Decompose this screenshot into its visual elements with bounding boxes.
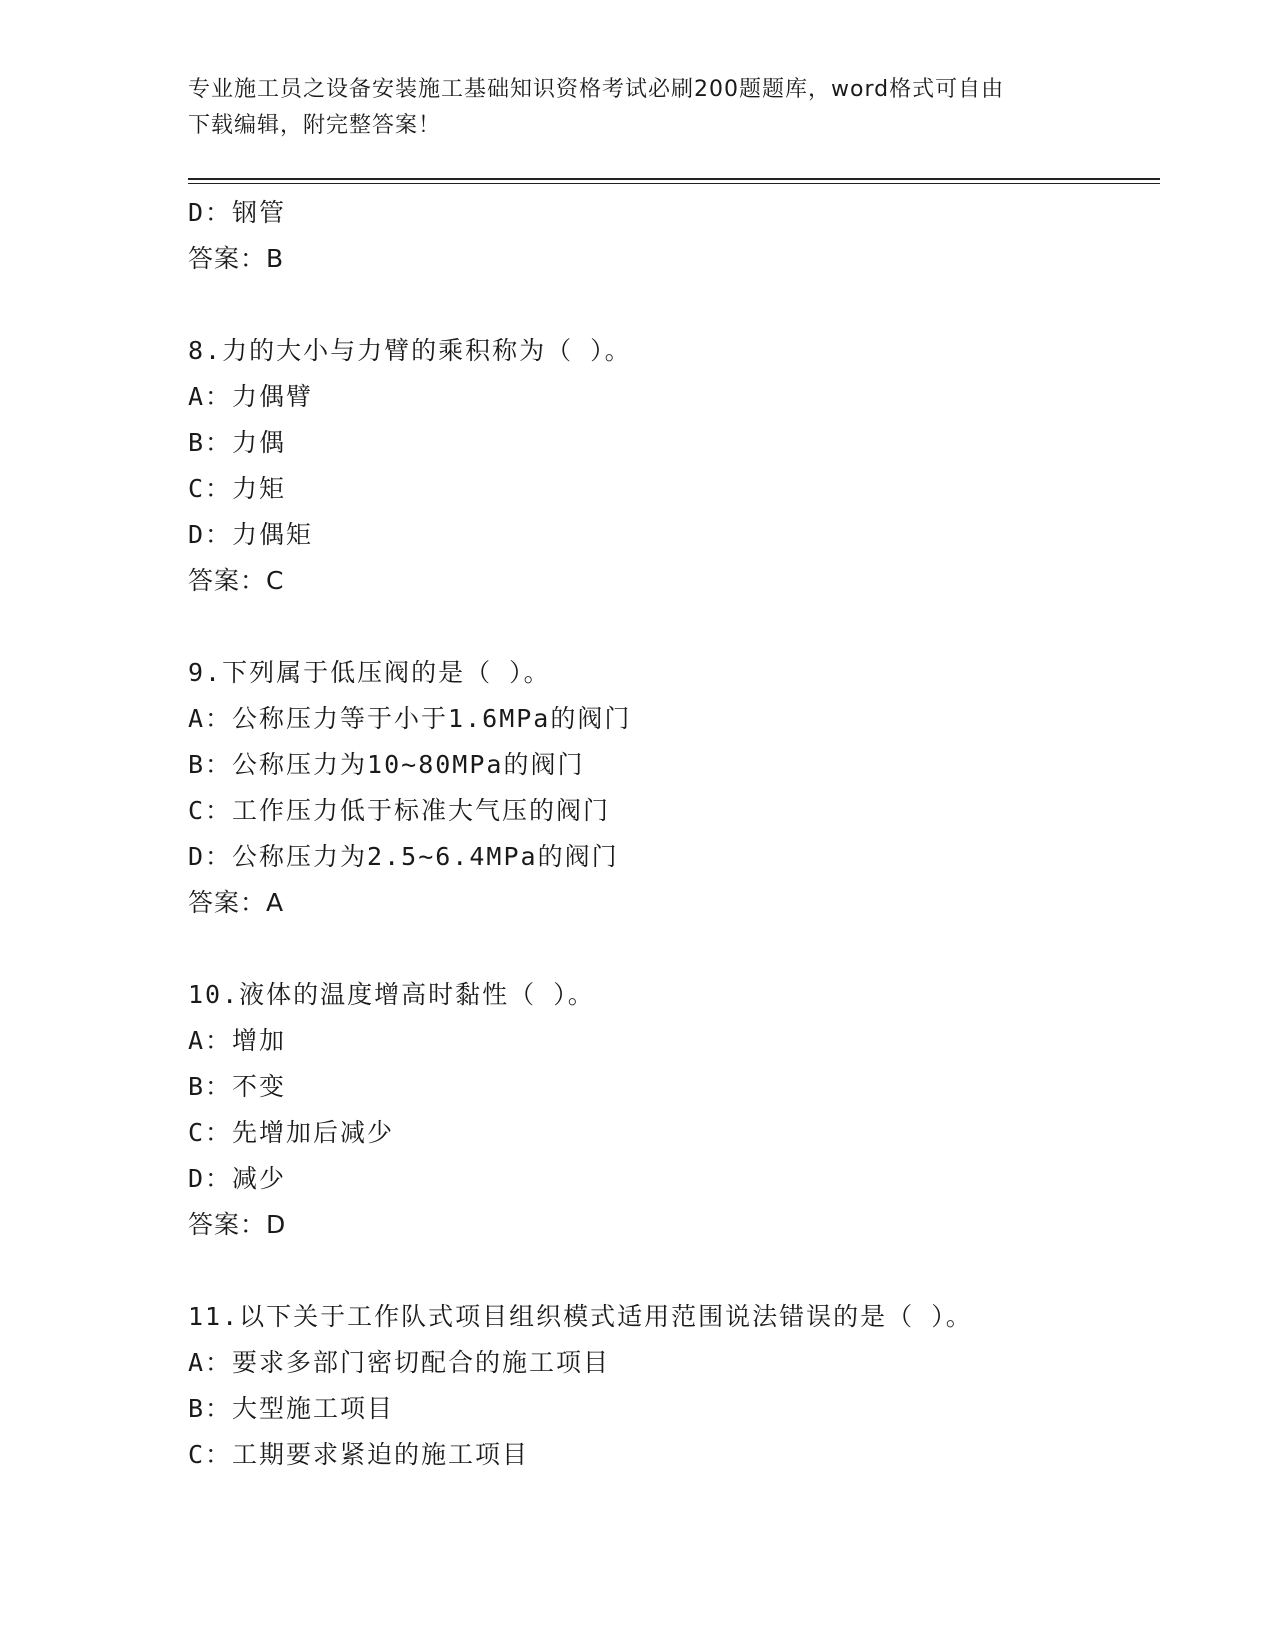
question-10	[188, 972, 1160, 1248]
option-d: D：力偶矩	[188, 520, 314, 549]
header-line-1: 专业施工员之设备安装施工基础知识资格考试必刷200题题库，word格式可自由	[188, 77, 1005, 102]
answer-line: 答案：D	[188, 1210, 287, 1239]
option-b: B：大型施工项目	[188, 1394, 395, 1423]
option-d: D：钢管	[188, 198, 287, 227]
question-list	[188, 190, 1160, 1478]
option-c: C：工作压力低于标准大气压的阀门	[188, 796, 611, 825]
option-c: C：工期要求紧迫的施工项目	[188, 1440, 530, 1469]
option-d: D：减少	[188, 1164, 287, 1193]
question-stem: 10.液体的温度增高时黏性（ ）。	[188, 980, 595, 1009]
header-rule-thick	[188, 178, 1160, 180]
option-b: B：力偶	[188, 428, 287, 457]
previous-question-tail	[188, 190, 1160, 282]
option-c: C：先增加后减少	[188, 1118, 395, 1147]
header-line-2: 下载编辑，附完整答案！	[188, 113, 442, 138]
document-header	[188, 72, 1068, 144]
answer-line: 答案：A	[188, 888, 285, 917]
question-9	[188, 650, 1160, 926]
answer-line: 答案：B	[188, 244, 285, 273]
header-rule-thin	[188, 183, 1160, 184]
option-c: C：力矩	[188, 474, 287, 503]
answer-line: 答案：C	[188, 566, 285, 595]
question-stem: 9.下列属于低压阀的是（ ）。	[188, 658, 551, 687]
option-a: A：力偶臂	[188, 382, 314, 411]
question-stem: 8.力的大小与力臂的乘积称为（ ）。	[188, 336, 632, 365]
question-stem: 11.以下关于工作队式项目组织模式适用范围说法错误的是（ ）。	[188, 1302, 973, 1331]
question-11	[188, 1294, 1160, 1478]
option-a: A：要求多部门密切配合的施工项目	[188, 1348, 611, 1377]
option-b: B：不变	[188, 1072, 287, 1101]
option-a: A：公称压力等于小于1.6MPa的阀门	[188, 704, 632, 733]
option-b: B：公称压力为10~80MPa的阀门	[188, 750, 585, 779]
question-8	[188, 328, 1160, 604]
option-a: A：增加	[188, 1026, 287, 1055]
option-d: D：公称压力为2.5~6.4MPa的阀门	[188, 842, 619, 871]
